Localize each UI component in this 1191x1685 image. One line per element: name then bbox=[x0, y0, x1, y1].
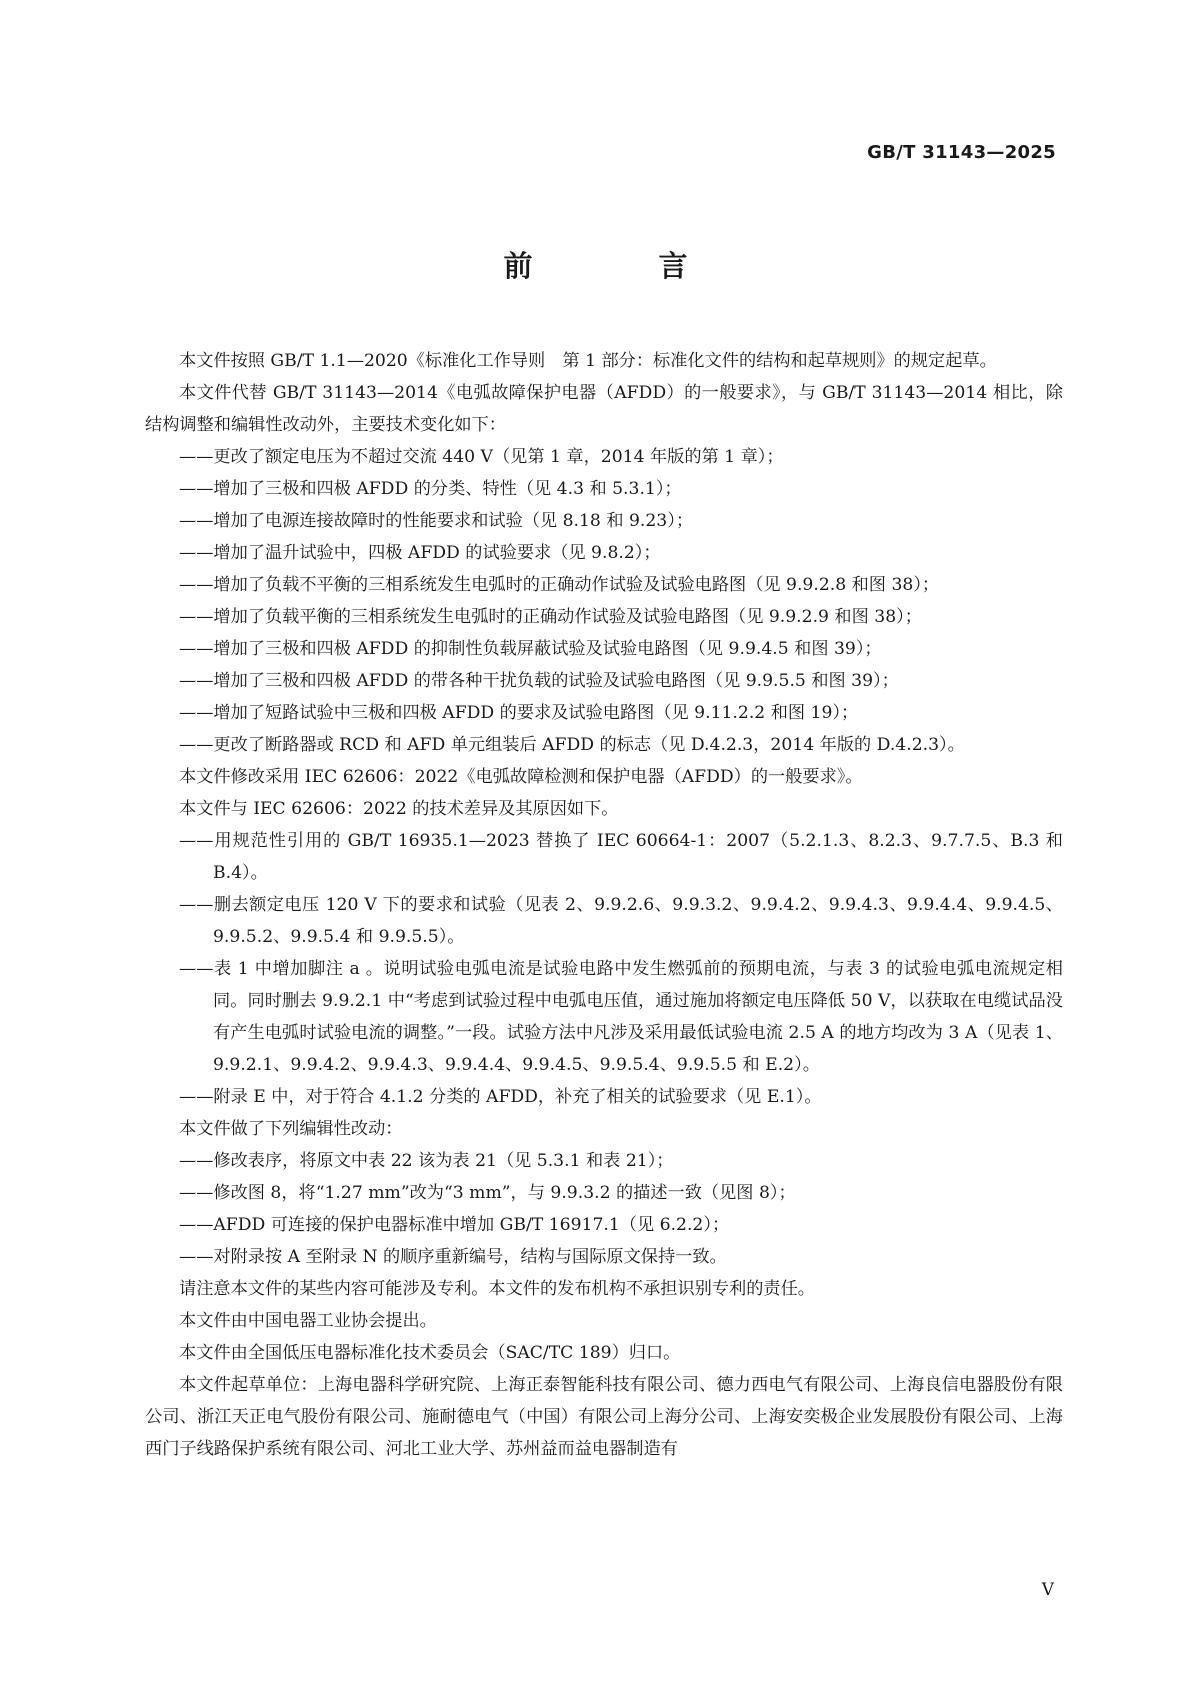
list-item: ——附录 E 中，对于符合 4.1.2 分类的 AFDD，补充了相关的试验要求（见 E.1）。 bbox=[179, 1087, 822, 1107]
list-item: ——增加了电源连接故障时的性能要求和试验（见 8.18 和 9.23）； bbox=[179, 511, 694, 531]
list-item: ——修改图 8，将“1.27 mm”改为“3 mm”，与 9.9.3.2 的描述一致（见图 8）； bbox=[179, 1183, 796, 1203]
list-item: ——增加了三极和四极 AFDD 的带各种干扰负载的试验及试验电路图（见 9.9.5.5 和图 39）； bbox=[179, 671, 899, 691]
list-item: ——增加了负载不平衡的三相系统发生电弧时的正确动作试验及试验电路图（见 9.9.2.8 和图 38）； bbox=[179, 575, 940, 595]
list-item: ——增加了短路试验中三极和四极 AFDD 的要求及试验电路图（见 9.11.2.2 和图 19）； bbox=[179, 703, 859, 723]
list-item: ——增加了三极和四极 AFDD 的抑制性负载屏蔽试验及试验电路图（见 9.9.4.5 和图 39）； bbox=[179, 639, 882, 659]
list-item: ——修改表序，将原文中表 22 该为表 21（见 5.3.1 和表 21）； bbox=[179, 1151, 674, 1171]
paragraph-proposed-by: 本文件由中国电器工业协会提出。 bbox=[179, 1311, 437, 1331]
page-title: 前 言 bbox=[503, 249, 746, 283]
list-item: ——增加了负载平衡的三相系统发生电弧时的正确动作试验及试验电路图（见 9.9.2.9 和图 38）； bbox=[179, 607, 922, 627]
list-item: ——用规范性引用的 GB/T 16935.1—2023 替换了 IEC 60664-1：2007（5.2.1.3、8.2.3、9.7.7.5、B.3 和 B.4）。 bbox=[179, 831, 1063, 883]
document-code: GB/T 31143—2025 bbox=[867, 142, 1056, 163]
paragraph-technical-differences: 本文件与 IEC 62606：2022 的技术差异及其原因如下。 bbox=[179, 799, 619, 819]
paragraph-drafting-units: 本文件起草单位：上海电器科学研究院、上海正泰智能科技有限公司、德力西电气有限公司、上海良信电器股份有限公司、浙江天正电气股份有限公司、施耐德电气（中国）有限公司上海分公司、上海安奕极企业发展股份有限公司、上海西门子线路保护系统有限公司、河北工业大学、苏州益而益电器制造有 bbox=[145, 1375, 1063, 1459]
paragraph-drafting-rules: 本文件按照 GB/T 1.1—2020《标准化工作导则 第 1 部分：标准化文件的结构和起草规则》的规定起草。 bbox=[179, 351, 997, 371]
document-body bbox=[145, 345, 1063, 1465]
paragraph-patent-notice: 请注意本文件的某些内容可能涉及专利。本文件的发布机构不承担识别专利的责任。 bbox=[179, 1279, 815, 1299]
list-item: ——表 1 中增加脚注 a 。说明试验电弧电流是试验电路中发生燃弧前的预期电流，与表 3 的试验电弧电流规定相同。同时删去 9.9.2.1 中“考虑到试验过程中电弧电压值，通过施加将额定电压降低 50 V，以获取在电缆试品没有产生电弧时试验电流的调整。”一段。试验方法中凡涉及采用最低试验电流 2.5 A 的地方均改为 3 A（见表 1、9.9.2.1、9.9.4.2、9.9.4.3、9.9.4.4、9.9.4.5、9.9.5.4、9.9.5.5 和 E.2）。 bbox=[179, 959, 1063, 1075]
list-item: ——更改了断路器或 RCD 和 AFD 单元组装后 AFDD 的标志（见 D.4.2.3，2014 年版的 D.4.2.3）。 bbox=[179, 735, 965, 755]
paragraph-adoption: 本文件修改采用 IEC 62606：2022《电弧故障检测和保护电器（AFDD）的一般要求》。 bbox=[179, 767, 863, 787]
paragraph-replaces: 本文件代替 GB/T 31143—2014《电弧故障保护电器（AFDD）的一般要求》，与 GB/T 31143—2014 相比，除结构调整和编辑性改动外，主要技术变化如下： bbox=[145, 383, 1063, 435]
list-item: ——增加了三极和四极 AFDD 的分类、特性（见 4.3 和 5.3.1）； bbox=[179, 479, 682, 499]
list-item: ——AFDD 可连接的保护电器标准中增加 GB/T 16917.1（见 6.2.2）； bbox=[179, 1215, 730, 1235]
list-item: ——删去额定电压 120 V 下的要求和试验（见表 2、9.9.2.6、9.9.3.2、9.9.4.2、9.9.4.3、9.9.4.4、9.9.4.5、9.9.5.2、9.9.5.4 和 9.9.5.5）。 bbox=[179, 895, 1063, 947]
list-item: ——增加了温升试验中，四极 AFDD 的试验要求（见 9.8.2）； bbox=[179, 543, 661, 563]
paragraph-editorial-changes: 本文件做了下列编辑性改动： bbox=[179, 1119, 403, 1139]
page-number: V bbox=[1041, 1580, 1054, 1600]
paragraph-managed-by: 本文件由全国低压电器标准化技术委员会（SAC/TC 189）归口。 bbox=[179, 1343, 681, 1363]
list-item: ——更改了额定电压为不超过交流 440 V（见第 1 章，2014 年版的第 1 章）； bbox=[179, 447, 784, 467]
list-item: ——对附录按 A 至附录 N 的顺序重新编号，结构与国际原文保持一致。 bbox=[179, 1247, 727, 1267]
